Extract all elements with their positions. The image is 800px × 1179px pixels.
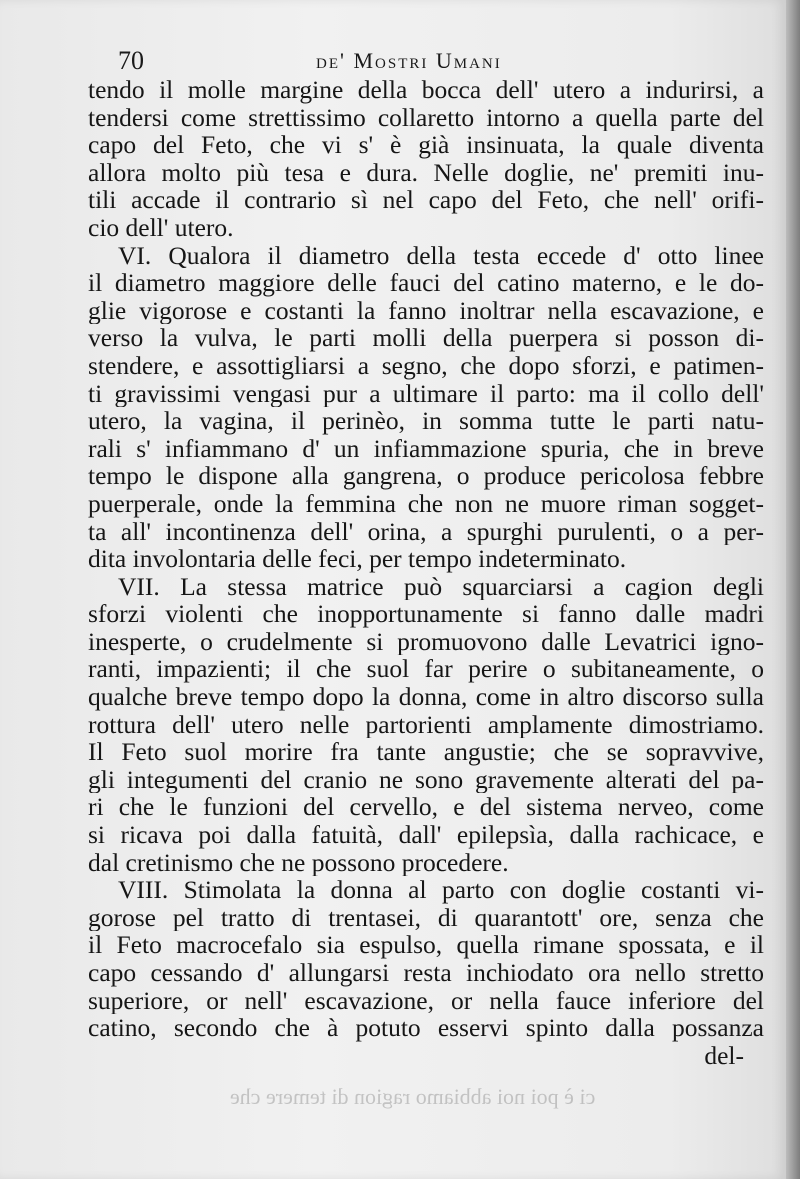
text-line: del- bbox=[704, 1041, 744, 1070]
text-line: sforzi violenti che inopportunamente si fanno dalle madri bbox=[88, 600, 764, 628]
text-line: tendersi come strettissimo collaretto intorno a quella parte del bbox=[88, 103, 764, 132]
text-line: utero, la vagina, il perinèo, in somma tutte le parti natu- bbox=[88, 407, 764, 435]
show-through-text: ci è poi noi abbiamo ragion di temere che bbox=[230, 1084, 596, 1109]
text-line: ri che le funzioni del cervello, e del sistema nerveo, come bbox=[88, 793, 764, 822]
body-text bbox=[88, 76, 764, 1069]
text-line: stendere, e assottigliarsi a segno, che dopo sforzi, e patimen- bbox=[88, 351, 764, 380]
text-line: capo cessando d' allungarsi resta inchiodato ora nello stretto bbox=[88, 959, 764, 987]
text-line: si ricava poi dalla fatuità, dall' epilepsìa, dalla rachicace, e bbox=[88, 821, 764, 849]
text-line: verso la vulva, le parti molli della puerpera si posson di- bbox=[88, 324, 764, 352]
text-line: ti gravissimi vengasi pur a ultimare il parto: ma il collo dell' bbox=[88, 379, 764, 408]
text-line: VII. La stessa matrice può squarciarsi a cagion degli bbox=[118, 572, 764, 601]
text-line: il Feto macrocefalo sia espulso, quella rimane spossata, e il bbox=[88, 931, 764, 959]
text-line: superiore, or nell' escavazione, or nella fauce inferiore del bbox=[88, 986, 764, 1015]
text-line: VI. Qualora il diametro della testa eccede d' otto linee bbox=[118, 241, 764, 270]
text-line: Il Feto suol morire fra tante angustie; che se sopravvive, bbox=[88, 738, 764, 766]
text-line: inesperte, o crudelmente si promuovono dalle Levatrici igno- bbox=[88, 627, 764, 656]
text-line: glie vigorose e costanti la fanno inoltrar nella escavazione, e bbox=[88, 296, 764, 325]
running-title: de' Mostri Umani bbox=[316, 48, 502, 73]
text-line: rottura dell' utero nelle partorienti amplamente dimostriamo. bbox=[88, 710, 764, 739]
text-line: il diametro maggiore delle fauci del catino materno, e le do- bbox=[88, 269, 764, 297]
text-line: capo del Feto, che vi s' è già insinuata, la quale diventa bbox=[88, 131, 764, 159]
page-edge bbox=[786, 0, 800, 1179]
text-line: tili accade il contrario sì nel capo del Feto, che nell' orifi- bbox=[88, 186, 764, 214]
text-line: gorose pel tratto di trentasei, di quarantott' ore, senza che bbox=[88, 903, 764, 932]
text-line: catino, secondo che à potuto esservi spinto dalla possanza bbox=[88, 1014, 764, 1042]
text-line: tempo le dispone alla gangrena, o produce pericolosa febbre bbox=[88, 462, 764, 490]
page-number: 70 bbox=[118, 46, 144, 75]
text-line: cio dell' utero. bbox=[88, 213, 234, 242]
text-line: puerperale, onde la femmina che non ne muore riman sogget- bbox=[88, 489, 764, 518]
text-line: qualche breve tempo dopo la donna, come in altro discorso sulla bbox=[88, 683, 764, 711]
text-line: VIII. Stimolata la donna al parto con doglie costanti vi- bbox=[118, 876, 764, 904]
text-line: gli integumenti del cranio ne sono gravemente alterati del pa- bbox=[88, 765, 764, 794]
text-line: allora molto più tesa e dura. Nelle doglie, ne' premiti inu- bbox=[88, 158, 764, 187]
running-head bbox=[118, 42, 738, 78]
text-line: tendo il molle margine della bocca dell' utero a indurirsi, a bbox=[88, 76, 764, 104]
text-line: ta all' incontinenza dell' orina, a spurghi purulenti, o a per- bbox=[88, 517, 764, 546]
text-line: dita involontaria delle feci, per tempo indeterminato. bbox=[88, 545, 627, 573]
text-line: rali s' infiammano d' un infiammazione spuria, che in breve bbox=[88, 434, 764, 463]
text-line: ranti, impazienti; il che suol far perire o subitaneamente, o bbox=[88, 655, 764, 684]
text-line: dal cretinismo che ne possono procedere. bbox=[88, 848, 509, 877]
